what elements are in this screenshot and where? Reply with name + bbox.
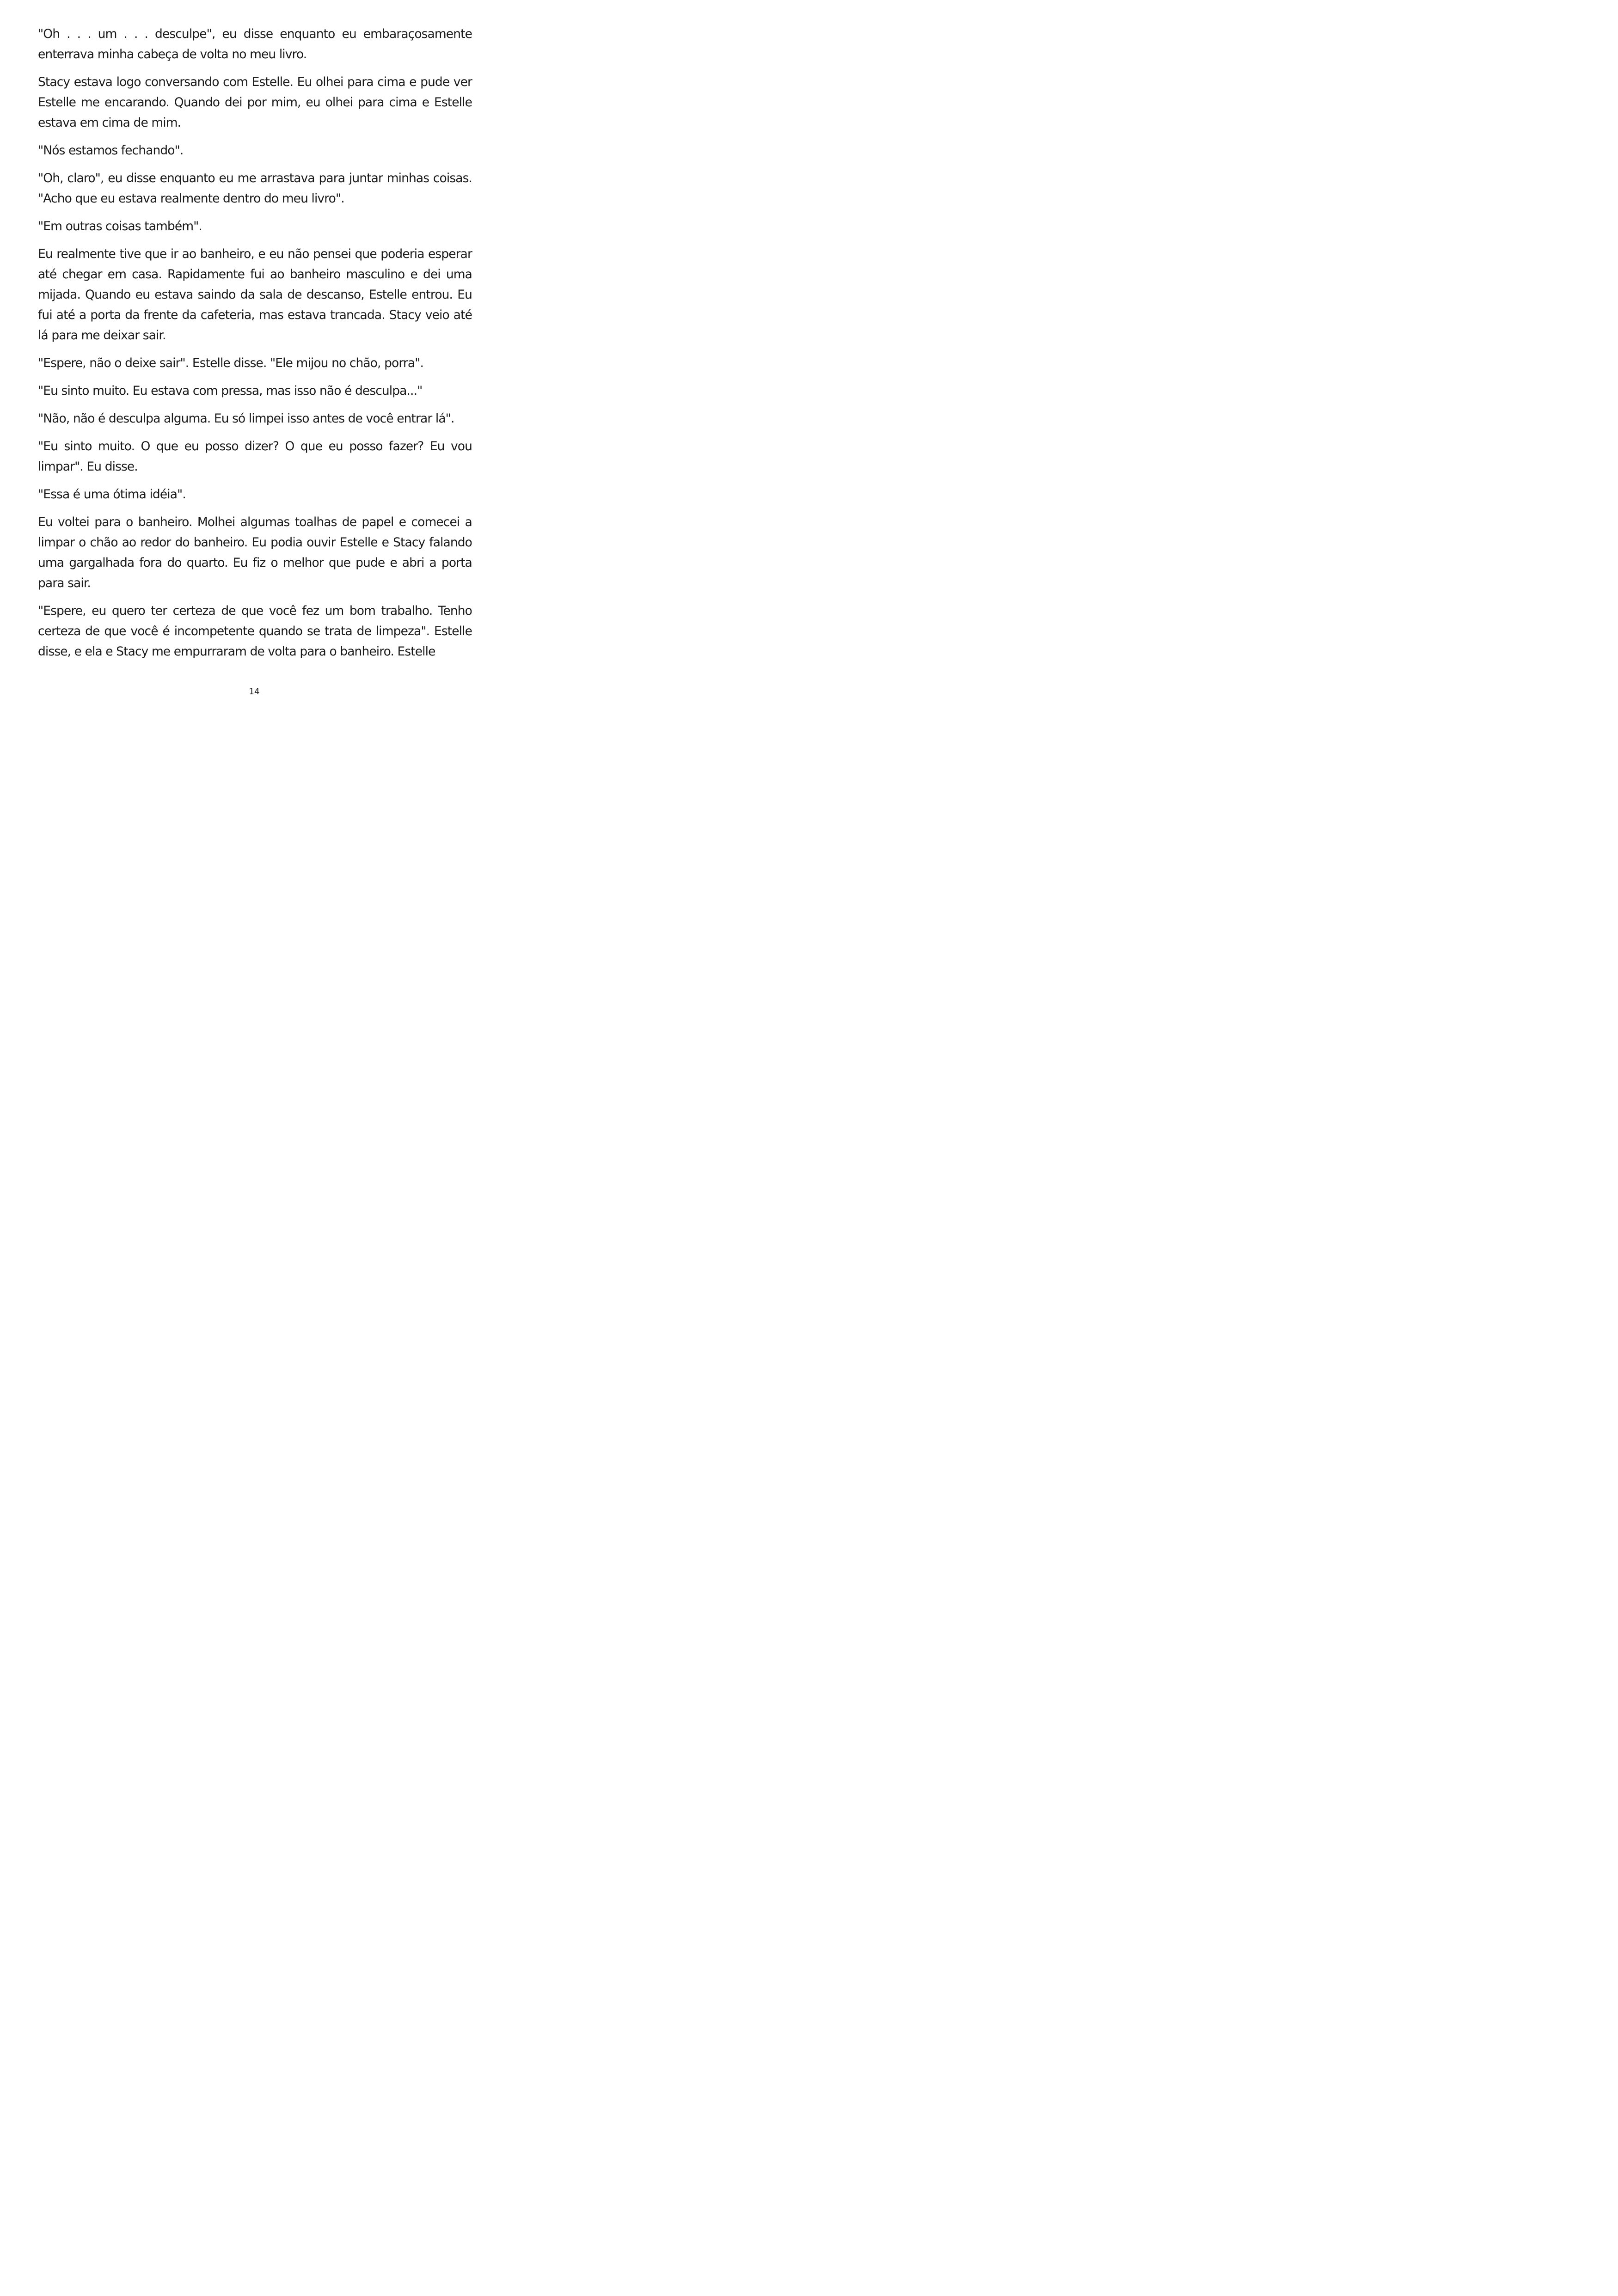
- paragraph: "Oh . . . um . . . desculpe", eu disse enquanto eu embaraçosamente enterrava minha cabeça de volta no meu livro.: [38, 27, 472, 61]
- paragraph: "Espere, não o deixe sair". Estelle disse. "Ele mijou no chão, porra".: [38, 356, 424, 370]
- paragraph: "Eu sinto muito. Eu estava com pressa, mas isso não é desculpa...": [38, 384, 423, 398]
- paragraph: "Essa é uma ótima idéia".: [38, 487, 186, 502]
- paragraph: "Em outras coisas também".: [38, 219, 202, 233]
- paragraph: "Não, não é desculpa alguma. Eu só limpei isso antes de você entrar lá".: [38, 411, 454, 426]
- paragraph: "Oh, claro", eu disse enquanto eu me arrastava para juntar minhas coisas. "Acho que eu estava realmente dentro do meu livro".: [38, 171, 472, 206]
- paragraph-last: "Espere, eu quero ter certeza de que você fez um bom trabalho. Tenho certeza de que você é incompetente quando se trata de limpeza". Estelle disse, e ela e Stacy me empurraram de volta para o banheiro. Estelle: [38, 604, 472, 659]
- paragraph: Eu realmente tive que ir ao banheiro, e eu não pensei que poderia esperar até chegar em casa. Rapidamente fui ao banheiro masculino e dei uma mijada. Quando eu estava saindo da sala de descanso, Estelle entrou. Eu fui até a porta da frente da cafeteria, mas estava trancada. Stacy veio até lá para me deixar sair.: [38, 247, 472, 343]
- paragraph: "Nós estamos fechando".: [38, 143, 184, 158]
- paragraph: Stacy estava logo conversando com Estelle. Eu olhei para cima e pude ver Estelle me encarando. Quando dei por mim, eu olhei para cima e Estelle estava em cima de mim.: [38, 75, 472, 130]
- body-text: [38, 24, 472, 669]
- paragraph: Eu voltei para o banheiro. Molhei algumas toalhas de papel e comecei a limpar o chão ao redor do banheiro. Eu podia ouvir Estelle e Stacy falando uma gargalhada fora do quarto. Eu fiz o melhor que pude e abri a porta para sair.: [38, 515, 472, 590]
- page-number: 14: [249, 687, 260, 697]
- document-page: [0, 0, 509, 722]
- paragraph: "Eu sinto muito. O que eu posso dizer? O que eu posso fazer? Eu vou limpar". Eu disse.: [38, 439, 472, 474]
